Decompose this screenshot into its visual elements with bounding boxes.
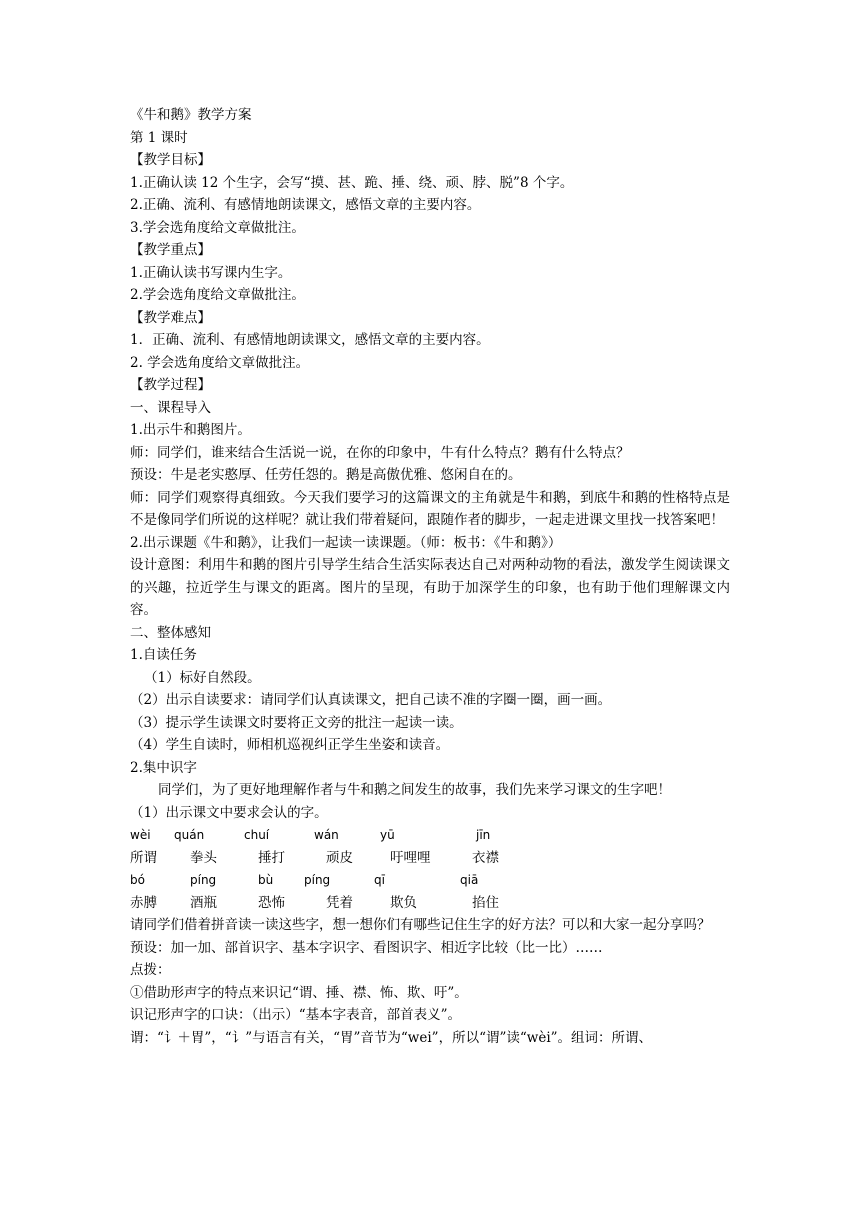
document-page <box>130 104 730 1049</box>
process-heading: 【教学过程】 <box>130 377 211 393</box>
section-heading: 一、课程导入 <box>130 399 211 416</box>
section-heading: 二、整体感知 <box>130 624 211 641</box>
key-heading: 【教学重点】 <box>130 242 211 258</box>
pinyin: wèi <box>130 828 151 842</box>
goals-heading: 【教学目标】 <box>130 152 211 168</box>
paragraph: 点拨： <box>130 962 171 978</box>
paragraph: 2.集中识字 <box>130 759 197 776</box>
difficulty-heading: 【教学难点】 <box>130 309 211 326</box>
paragraph: 预设：加一加、部首识字、基本字识字、看图识字、相近字比较（比一比）…… <box>130 939 603 956</box>
word: 捶打 <box>258 849 285 866</box>
key-item: 1.正确认读书写课内生字。 <box>130 264 292 281</box>
word: 欺负 <box>390 894 417 911</box>
paragraph: 预设：牛是老实憨厚、任劳任怨的。鹅是高傲优雅、悠闲自在的。 <box>130 467 522 483</box>
paragraph: 1.出示牛和鹅图片。 <box>130 422 251 438</box>
word: 所谓 <box>130 849 157 866</box>
goal-item: 3.学会选角度给文章做批注。 <box>130 219 305 236</box>
word-row <box>130 847 730 870</box>
lesson-label: 第 1 课时 <box>130 129 188 146</box>
word: 恐怖 <box>258 894 285 911</box>
paragraph: （3）提示学生读课文时要将正文旁的批注一起读一读。 <box>130 714 463 731</box>
word: 赤膊 <box>130 894 157 911</box>
paragraph: 识记形声字的口诀：（出示）“基本字表音，部首表义”。 <box>130 1007 462 1023</box>
paragraph: ①借助形声字的特点来识记“谓、捶、襟、怖、欺、吁”。 <box>130 984 468 1001</box>
pinyin: quán <box>174 828 205 842</box>
word: 顽皮 <box>326 849 353 866</box>
paragraph: （2）出示自读要求：请同学们认真读课文，把自己读不准的字圈一圈，画一画。 <box>130 692 612 708</box>
paragraph: 师：同学们，谁来结合生活说一说，在你的印象中，牛有什么特点？鹅有什么特点？ <box>130 444 630 461</box>
paragraph: 同学们，为了更好地理解作者与牛和鹅之间发生的故事，我们先来学习课文的生字吧！ <box>158 782 671 798</box>
paragraph: （4）学生自读时，师相机巡视纠正学生坐姿和读音。 <box>130 737 450 753</box>
difficulty-item: 1．正确、流利、有感情地朗读课文，感悟文章的主要内容。 <box>130 332 490 348</box>
word: 酒瓶 <box>190 894 217 911</box>
word: 凭着 <box>326 894 353 911</box>
pinyin: píng <box>190 873 217 887</box>
pinyin: wán <box>314 828 339 842</box>
paragraph: 师：同学们观察得真细致。今天我们要学习的这篇课文的主角就是牛和鹅，到底牛和鹅的性格特点是不是像同学们所说的这样呢？就让我们带着疑问，跟随作者的脚步，一起走进课文里找一找答案吧！ <box>130 489 730 528</box>
paragraph: （1）出示课文中要求会认的字。 <box>130 804 328 821</box>
pinyin-row <box>130 869 730 892</box>
pinyin: chuí <box>244 828 270 842</box>
paragraph: （1）标好自然段。 <box>144 669 261 686</box>
difficulty-item: 2. 学会选角度给文章做批注。 <box>130 354 310 371</box>
word: 掐住 <box>472 894 499 911</box>
paragraph: 2.出示课题《牛和鹅》，让我们一起读一读课题。（师：板书：《牛和鹅》） <box>130 534 562 551</box>
pinyin: bó <box>130 873 145 887</box>
paragraph: 1.自读任务 <box>130 647 197 663</box>
paragraph: 请同学们借着拼音读一读这些字，想一想你们有哪些记住生字的好方法？可以和大家一起分享吗？ <box>130 917 711 933</box>
pinyin: píng <box>304 873 331 887</box>
word: 吁哩哩 <box>390 849 431 866</box>
pinyin: yū <box>380 828 395 842</box>
pinyin-row <box>130 824 730 847</box>
key-item: 2.学会选角度给文章做批注。 <box>130 287 305 303</box>
design-intent-paragraph: 设计意图：利用牛和鹅的图片引导学生结合生活实际表达自己对两种动物的看法，激发学生阅读课文的兴趣，拉近学生与课文的距离。图片的呈现，有助于加深学生的印象，也有助于他们理解课文内容。 <box>130 557 730 618</box>
doc-title: 《牛和鹅》教学方案 <box>130 107 252 123</box>
pinyin: jīn <box>476 828 491 842</box>
word: 拳头 <box>190 849 217 866</box>
goal-item: 2.正确、流利、有感情地朗读课文，感悟文章的主要内容。 <box>130 197 481 213</box>
pinyin: qiā <box>460 873 479 887</box>
goal-item: 1.正确认读 12 个生字，会写“摸、甚、跪、捶、绕、顽、脖、脱”8 个字。 <box>130 174 574 191</box>
pinyin: bù <box>258 873 274 887</box>
paragraph: 谓：“讠＋胃”，“讠”与语言有关，“胃”音节为“wei”，所以“谓”读“wèi”。组词：所谓、 <box>130 1029 653 1046</box>
pinyin: qī <box>374 873 385 887</box>
word: 衣襟 <box>472 849 499 866</box>
word-row <box>130 892 730 915</box>
